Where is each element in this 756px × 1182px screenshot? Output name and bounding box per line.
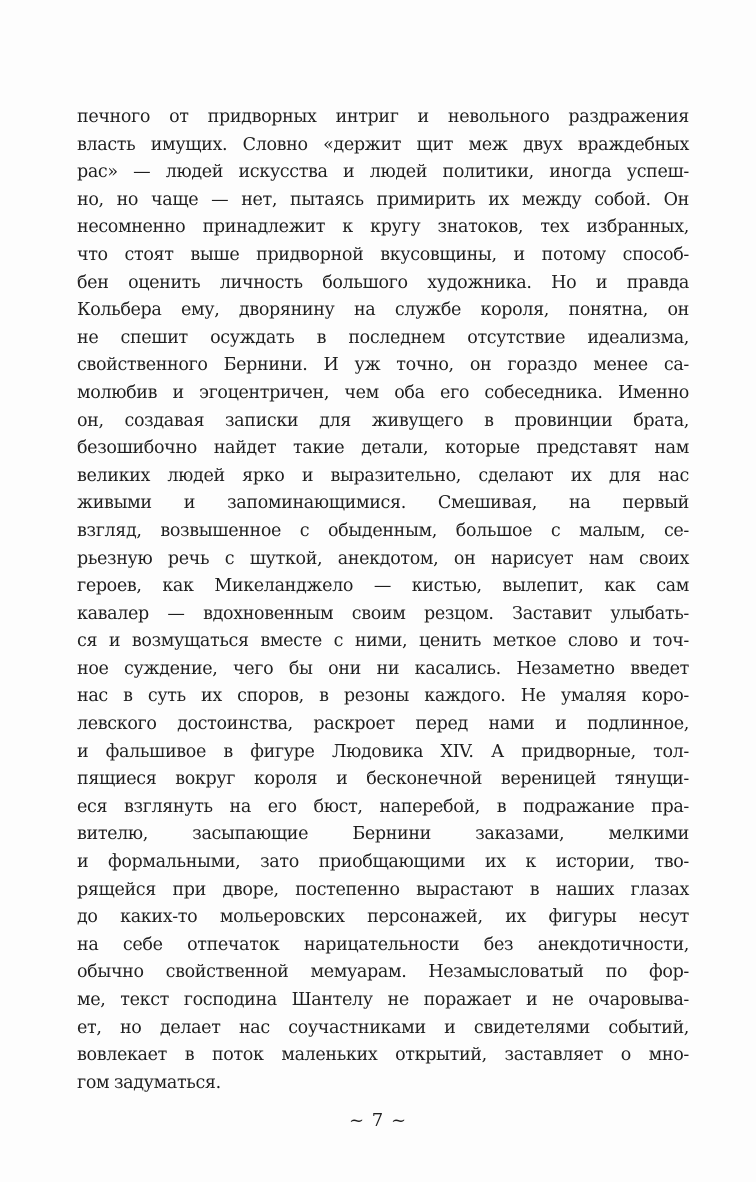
text-line: рящейся при дворе, постепенно вырастают в наших глазах: [77, 879, 689, 900]
text-line: ное суждение, чего бы они ни касались. Незаметно введет: [77, 658, 689, 679]
body-text: [77, 104, 689, 1097]
text-line: печного от придворных интриг и невольного раздражения: [77, 107, 689, 127]
text-line: ет, но делает нас соучастниками и свидетелями событий,: [77, 1017, 689, 1038]
text-line: и формальными, зато приобщающими их к истории, тво-: [77, 852, 689, 873]
text-line: ся и возмущаться вместе с ними, ценить меткое слово и точ-: [77, 631, 689, 652]
text-line: левского достоинства, раскроет перед нами и подлинное,: [77, 714, 689, 735]
text-line: на себе отпечаток нарицательности без анекдотичности,: [77, 934, 689, 955]
text-line: бен оценить личность большого художника. Но и правда: [77, 272, 689, 293]
text-line: безошибочно найдет такие детали, которые представят нам: [77, 438, 689, 459]
text-line: великих людей ярко и выразительно, сделают их для нас: [77, 465, 689, 486]
text-line: до каких-то мольеровских персонажей, их фигуры несут: [77, 907, 689, 928]
text-line: живыми и запоминающимися. Смешивая, на первый: [77, 493, 689, 514]
text-line: но, но чаще — нет, пытаясь примирить их между собой. Он: [77, 189, 689, 210]
text-line-last: гом задуматься.: [77, 1072, 221, 1093]
text-line: обычно свойственной мемуарам. Незамысловатый по фор-: [77, 962, 689, 983]
text-line: нас в суть их споров, в резоны каждого. Не умаляя коро-: [77, 686, 689, 707]
page-number: ~ 7 ~: [348, 1110, 408, 1131]
text-line: вителю, засыпающие Бернини заказами, мелкими: [77, 824, 689, 845]
text-line: свойственного Бернини. И уж точно, он гораздо менее са-: [77, 355, 689, 376]
text-line: взгляд, возвышенное с обыденным, большое с малым, се-: [77, 520, 689, 541]
text-line: кавалер — вдохновенным своим резцом. Заставит улыбать-: [77, 603, 689, 624]
text-line: еся взглянуть на его бюст, наперебой, в подражание пра-: [77, 796, 689, 817]
text-line: что стоят выше придворной вкусовщины, и потому способ-: [77, 244, 689, 265]
text-line: пящиеся вокруг короля и бесконечной вереницей тянущи-: [77, 769, 689, 790]
text-line: героев, как Микеланджело — кистью, вылепит, как сам: [77, 576, 689, 597]
text-line: рас» — людей искусства и людей политики, иногда успеш-: [77, 162, 689, 183]
text-line: молюбив и эгоцентричен, чем оба его собеседника. Именно: [77, 382, 689, 403]
text-line: он, создавая записки для живущего в провинции брата,: [77, 410, 689, 431]
text-line: рьезную речь с шуткой, анекдотом, он нарисует нам своих: [77, 548, 689, 569]
text-line: и фальшивое в фигуре Людовика XIV. А придворные, тол-: [77, 741, 689, 762]
text-line: несомненно принадлежит к кругу знатоков, тех избранных,: [77, 217, 689, 238]
text-line: ме, текст господина Шантелу не поражает и не очаровыва-: [77, 990, 689, 1010]
text-line: Кольбера ему, дворянину на службе короля, понятна, он: [77, 300, 689, 321]
text-line: не спешит осуждать в последнем отсутствие идеализма,: [77, 327, 689, 348]
text-line: власть имущих. Словно «держит щит меж двух враждебных: [77, 134, 689, 155]
text-line: вовлекает в поток маленьких открытий, заставляет о мно-: [77, 1045, 689, 1066]
